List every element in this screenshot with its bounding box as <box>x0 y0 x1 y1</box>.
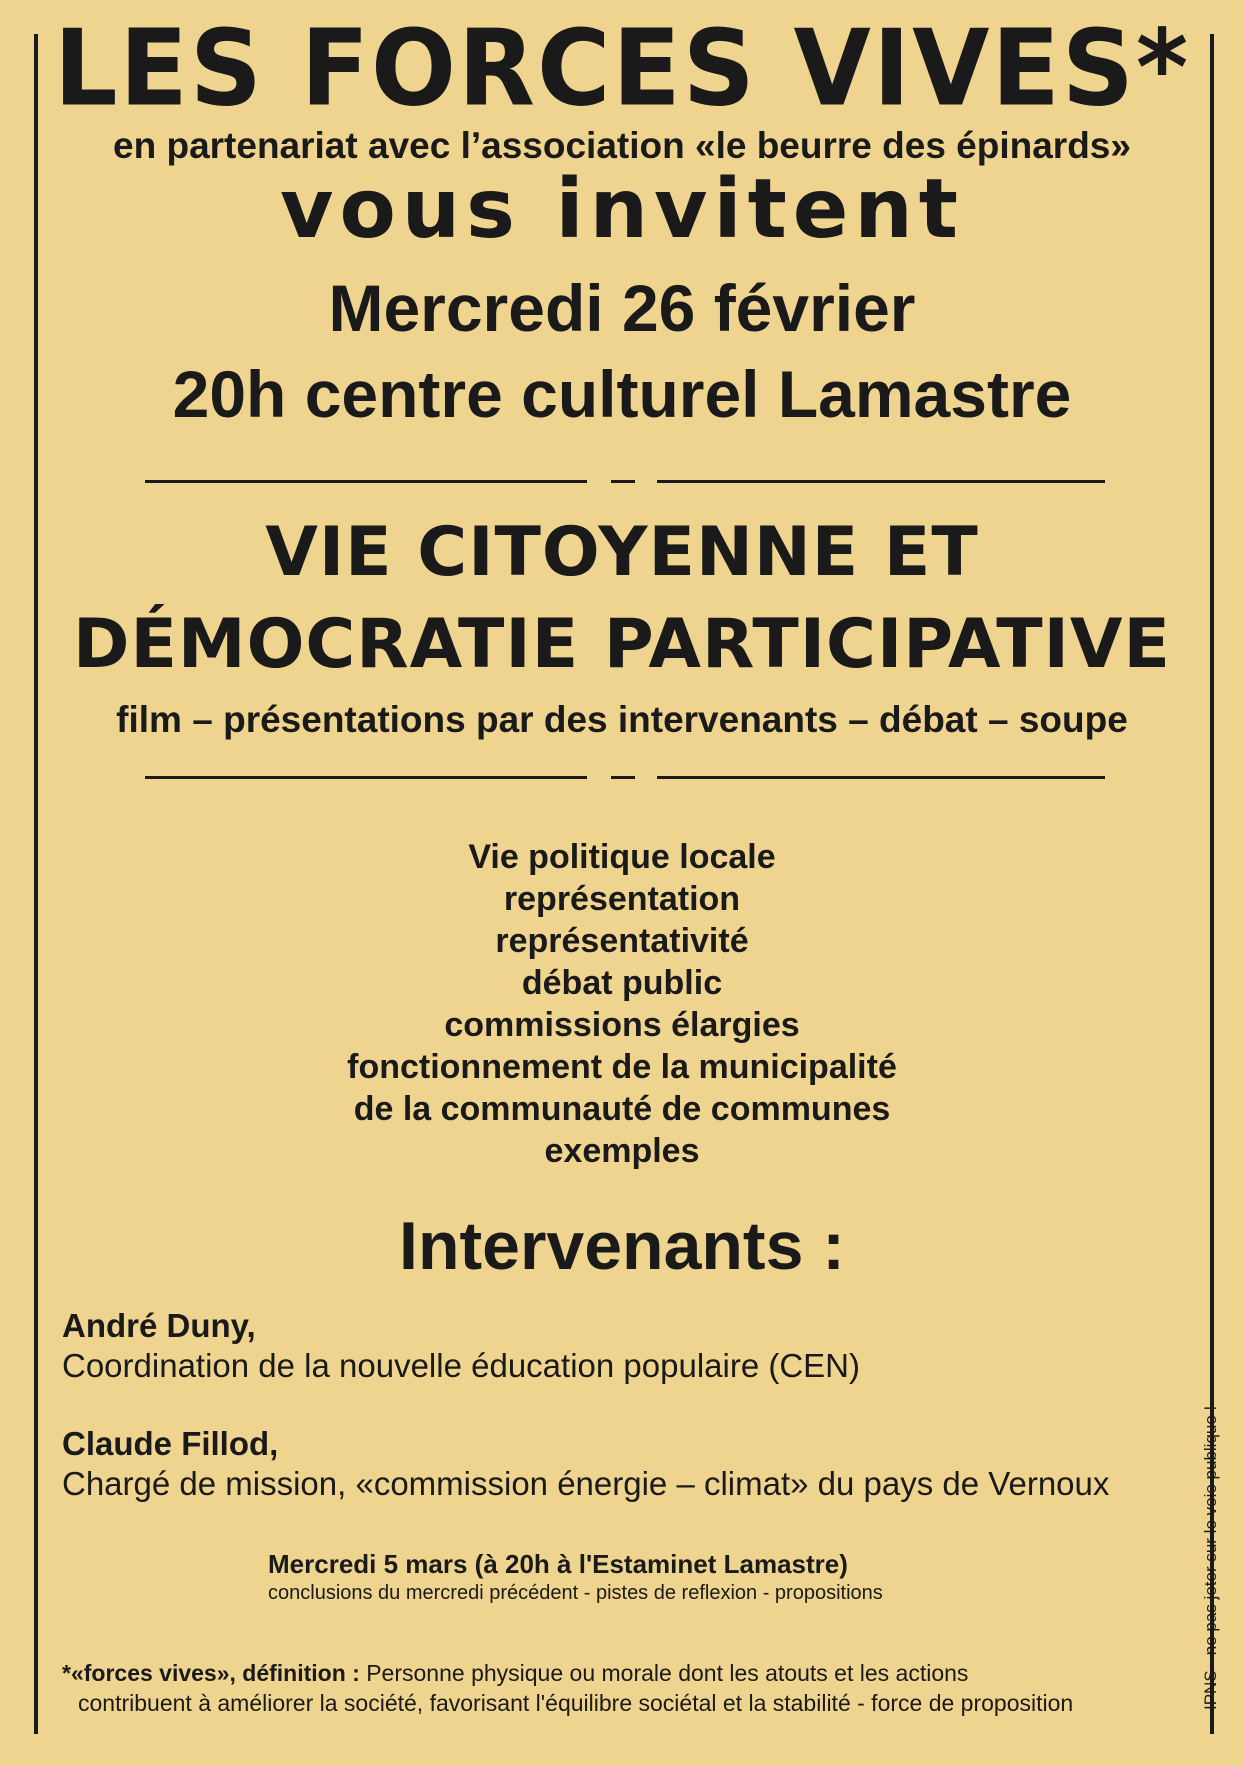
footnote-line-2: contribuent à améliorer la société, favorisant l'équilibre sociétal et la stabilité - force de proposition <box>78 1690 1074 1716</box>
definition-footnote <box>62 1658 1073 1718</box>
topic-item: commissions élargies <box>444 1006 800 1044</box>
topic-item: représentation <box>503 880 741 918</box>
theme-line-2: DÉMOCRATIE PARTICIPATIVE <box>73 605 1171 684</box>
poster-title: LES FORCES VIVES* <box>53 7 1191 130</box>
speaker-role: Chargé de mission, «commission énergie – climat» du pays de Vernoux <box>62 1465 1110 1502</box>
topic-item: fonctionnement de la municipalité <box>347 1048 897 1086</box>
speaker-role: Coordination de la nouvelle éducation populaire (CEN) <box>62 1347 860 1384</box>
followup-subtext: conclusions du mercredi précédent - pistes de reflexion - propositions <box>268 1582 883 1604</box>
invite-text: vous invitent <box>280 162 964 257</box>
speaker-2 <box>62 1424 1109 1504</box>
footnote-line-1: Personne physique ou morale dont les atouts et les actions <box>359 1660 969 1686</box>
speaker-name: Claude Fillod, <box>62 1425 279 1462</box>
topic-item: de la communauté de communes <box>353 1090 891 1128</box>
event-date: Mercredi 26 février <box>328 271 916 345</box>
speaker-name: André Duny, <box>62 1307 256 1344</box>
separator-bottom <box>145 772 1105 782</box>
theme-line-1: VIE CITOYENNE ET <box>265 513 979 592</box>
followup-heading: Mercredi 5 mars (à 20h à l'Estaminet Lamastre) <box>268 1549 848 1579</box>
topic-item: Vie politique locale <box>468 838 776 876</box>
topic-item: exemples <box>544 1132 700 1170</box>
program-line: film – présentations par des intervenants – débat – soupe <box>116 699 1128 740</box>
separator-top <box>145 476 1105 486</box>
footnote-term: *«forces vives», définition : <box>62 1660 360 1686</box>
topic-item: débat public <box>521 964 723 1002</box>
topic-item: représentativité <box>495 922 749 960</box>
intervenants-title: Intervenants : <box>399 1208 845 1284</box>
topics-list <box>0 836 1244 1172</box>
speaker-1 <box>62 1306 860 1386</box>
followup-event <box>268 1548 883 1606</box>
ipns-side-note: IPNS - ne pas jeter sur le voie publique ! <box>1201 1405 1220 1710</box>
partner-line: en partenariat avec l’association «le beurre des épinards» <box>113 125 1131 166</box>
event-place: 20h centre culturel Lamastre <box>172 357 1072 431</box>
